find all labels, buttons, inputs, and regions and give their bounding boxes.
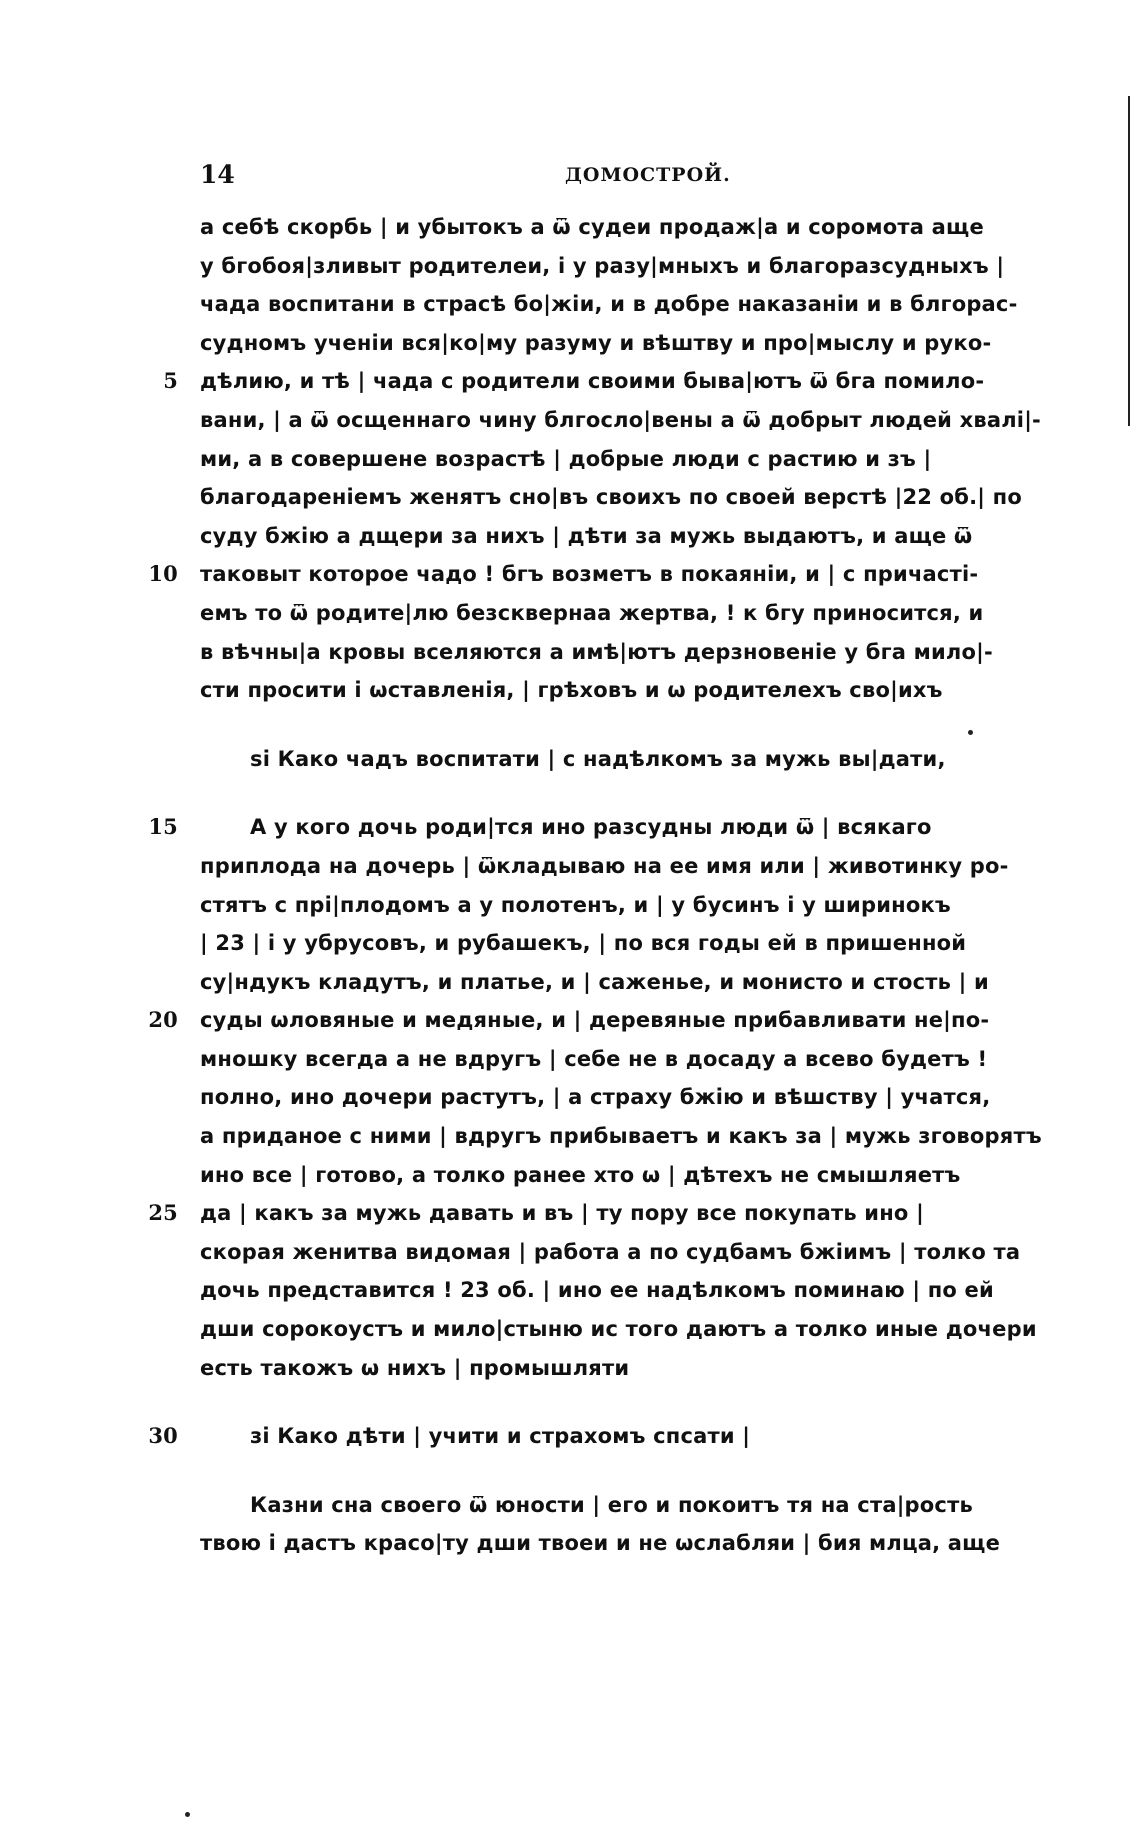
- line-text: дши сорокоустъ и мило|стыню ис того даютъ а толко иные дочери: [200, 1317, 1037, 1342]
- text-line: [200, 285, 1050, 324]
- line-number: 10: [148, 561, 178, 587]
- text-line: [200, 633, 1050, 672]
- text-line: [200, 1524, 1050, 1563]
- text-line: [200, 440, 1050, 479]
- line-number: 15: [148, 814, 178, 840]
- line-text: дѣлию, и тѣ | чада с родители своими быва|ютъ ѿ бга помило-: [200, 369, 985, 394]
- text-line: [200, 1310, 1050, 1349]
- line-text: скорая женитва видомая | работа а по судбамъ бжіимъ | толко та: [200, 1239, 1021, 1264]
- line-text: дочь представится ! 23 об. | ино ее надѣлкомъ поминаю | по ей: [200, 1278, 994, 1303]
- line-text: су|ндукъ кладутъ, и платье, и | саженье, и монисто и стость | и: [200, 969, 989, 994]
- line-text: есть такожъ ѡ нихъ | промышляти: [200, 1355, 630, 1380]
- line-text: чада воспитани в страсѣ бо|жіи, и в добре наказаніи и в блгорас-: [200, 292, 1018, 317]
- text-line: [200, 1486, 1050, 1525]
- text-line: [200, 401, 1050, 440]
- ink-speck: [968, 730, 973, 735]
- line-text: мношку всегда а не вдругъ | себе не в досаду а всево будетъ !: [200, 1046, 988, 1071]
- page-header: [200, 160, 1045, 200]
- text-line: [200, 517, 1050, 556]
- page-number: 14: [200, 160, 235, 189]
- line-number: 25: [148, 1200, 178, 1226]
- line-text: Казни сна своего ѿ юности | его и покоитъ тя на ста|рость: [250, 1492, 973, 1517]
- line-text: твою і дастъ красо|ту дши твоеи и не ѡслабляи | бия млца, аще: [200, 1531, 1001, 1556]
- line-text: вани, | а ѿ осщеннаго чину блгосло|вены а ѿ добрыт людей хвалі|-: [200, 407, 1041, 432]
- line-text: ѕі Како чадъ воспитати | с надѣлкомъ за мужь вы|дати,: [250, 746, 946, 771]
- line-text: суду бжію а дщери за нихъ | дѣти за мужь выдаютъ, и аще ѿ: [200, 523, 973, 548]
- line-text: у бгобоя|зливыт родителеи, і у разу|мныхъ и благоразсудныхъ |: [200, 253, 1005, 278]
- line-text: стятъ с прі|плодомъ а у полотенъ, и | у бусинъ і у ширинокъ: [200, 892, 951, 917]
- text-line: [148, 808, 1050, 847]
- line-text: | 23 | і у убрусовъ, и рубашекъ, | по вся годы ей в пришенной: [200, 931, 967, 956]
- line-text: ми, а в совершене возрастѣ | добрые люди с растию и зъ |: [200, 446, 932, 471]
- line-text: суды ѡловяные и медяные, и | деревяные прибавливати не|по-: [200, 1008, 990, 1033]
- line-text: а приданое с ними | вдругъ прибываетъ и какъ за | мужь зговорятъ: [200, 1124, 1042, 1149]
- line-text: судномъ ученіи вся|ко|му разуму и вѣштву и про|мыслу и руко-: [200, 330, 992, 355]
- line-text: в вѣчны|а кровы вселяются а имѣ|ютъ дерзновеніе у бга мило|-: [200, 639, 993, 664]
- text-line: [200, 1078, 1050, 1117]
- line-text: приплода на дочерь | ѿкладываю на ее имя или | животинку ро-: [200, 853, 1009, 878]
- text-line: [200, 594, 1050, 633]
- line-text: сти просити і ѡставленія, | грѣховъ и ѡ родителехъ сво|ихъ: [200, 678, 943, 703]
- text-line: [148, 1001, 1050, 1040]
- line-text: благодареніемъ женятъ сно|въ своихъ по своей верстѣ |22 об.| по: [200, 485, 1022, 510]
- text-line: [200, 1233, 1050, 1272]
- chapter-heading: [148, 1417, 1050, 1456]
- line-text: да | какъ за мужь давать и въ | ту пору все покупать ино |: [200, 1201, 924, 1226]
- text-line: [200, 924, 1050, 963]
- body-text: [148, 208, 1050, 1563]
- line-text: А у кого дочь роди|тся ино разсудны люди ѿ | всякаго: [250, 815, 932, 840]
- text-line: [200, 886, 1050, 925]
- text-line: [163, 362, 1050, 401]
- text-line: [200, 247, 1050, 286]
- text-line: [200, 208, 1050, 247]
- text-line: [200, 1156, 1050, 1195]
- line-text: таковыт которое чадо ! бгъ возметъ в покаяніи, и | с причасті-: [200, 562, 979, 587]
- text-line: [200, 1349, 1050, 1388]
- text-line: [200, 963, 1050, 1002]
- text-line: [148, 555, 1050, 594]
- text-line: [200, 847, 1050, 886]
- line-text: зі Како дѣти | учити и страхомъ спсати |: [250, 1424, 751, 1449]
- text-line: [200, 671, 1050, 710]
- text-line: [200, 1117, 1050, 1156]
- text-line: [200, 1040, 1050, 1079]
- line-text: полно, ино дочери растутъ, | а страху бжію и вѣшству | учатся,: [200, 1085, 991, 1110]
- ink-speck: [185, 1812, 190, 1817]
- line-text: а себѣ скорбь | и убытокъ а ѿ судеи продаж|а и соромота аще: [200, 215, 984, 239]
- chapter-heading: [200, 740, 1050, 779]
- line-text: емъ то ѿ родите|лю безсквернаа жертва, ! к бгу приносится, и: [200, 600, 984, 625]
- text-line: [200, 1271, 1050, 1310]
- line-number: 30: [148, 1423, 178, 1449]
- text-line: [200, 478, 1050, 517]
- line-number: 5: [163, 368, 178, 394]
- line-text: ино все | готово, а толко ранее хто ѡ | дѣтехъ не смышляетъ: [200, 1162, 961, 1187]
- text-line: [200, 324, 1050, 363]
- text-line: [148, 1194, 1050, 1233]
- running-title: ДОМОСТРОЙ.: [565, 164, 731, 186]
- line-number: 20: [148, 1007, 178, 1033]
- page-edge-rule: [1128, 96, 1130, 426]
